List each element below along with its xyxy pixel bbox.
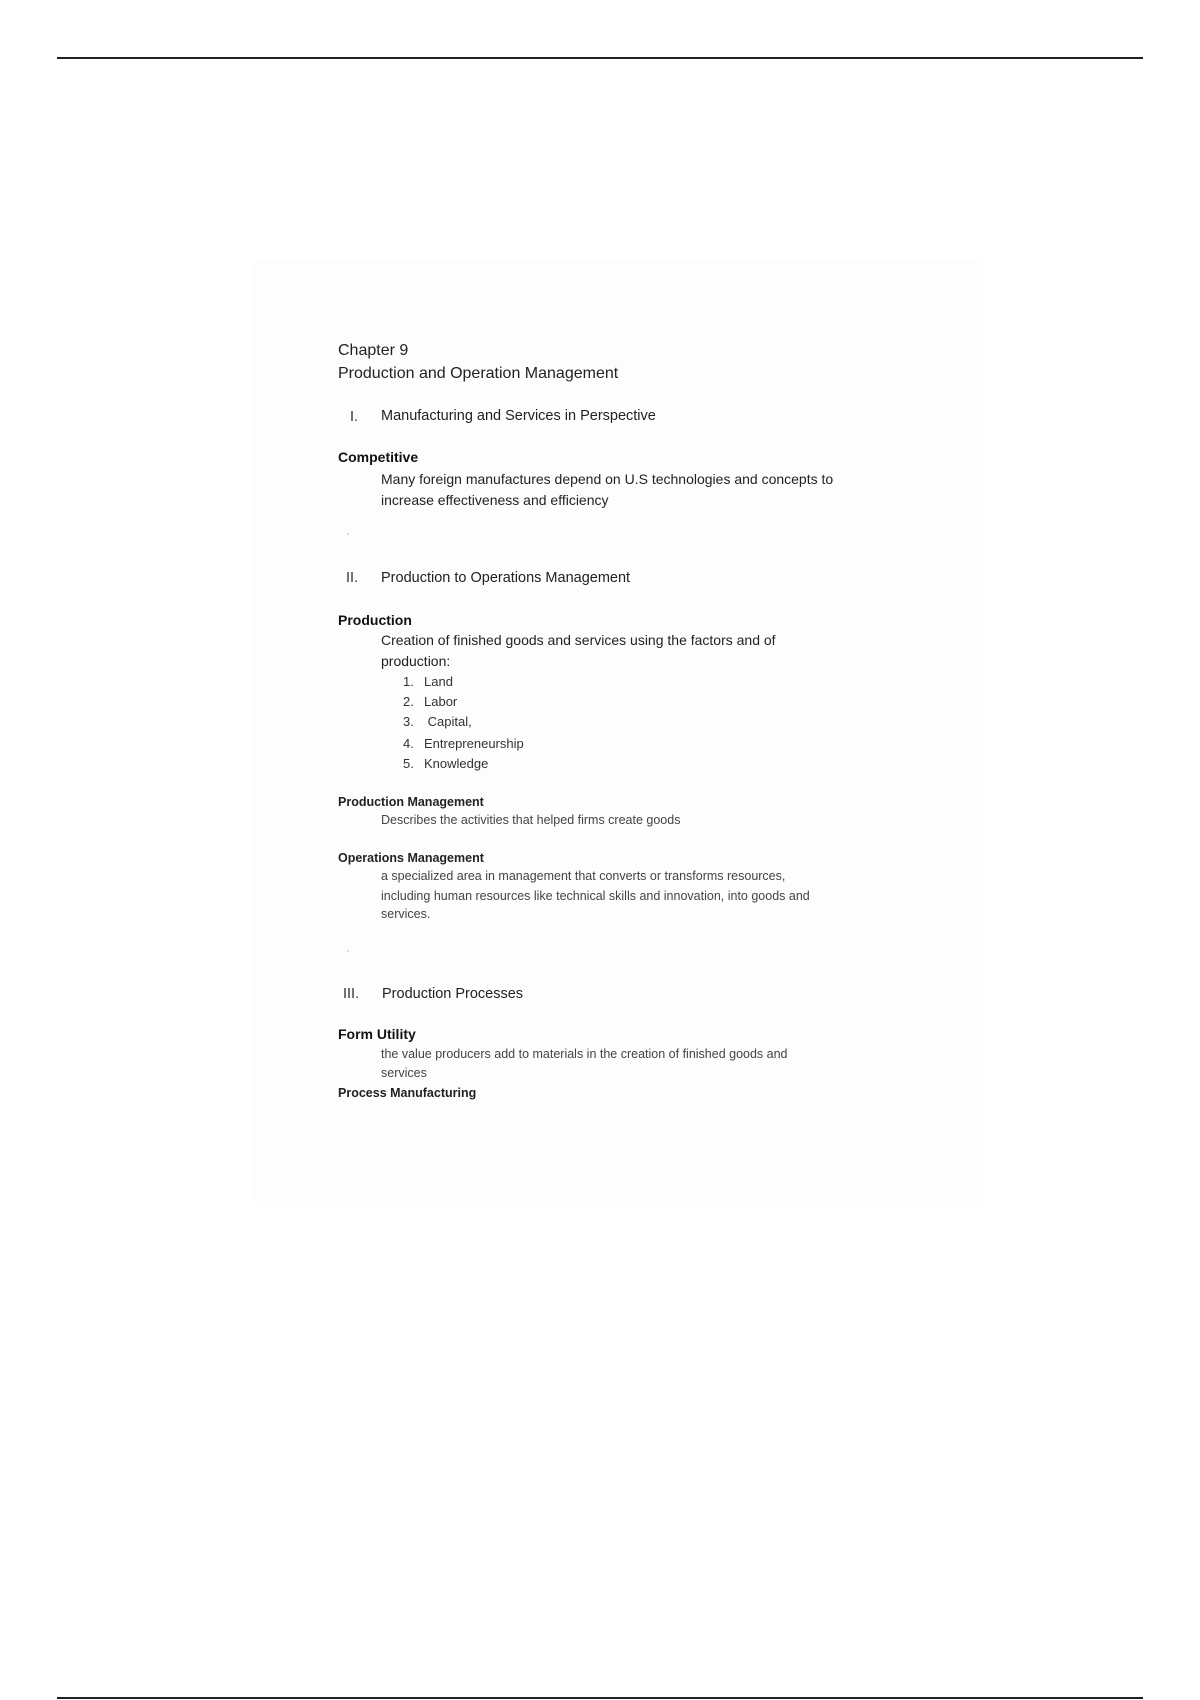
factor-3-number: 3.: [403, 714, 414, 729]
production-definition-line-2: production:: [381, 653, 451, 669]
factor-2-number: 2.: [403, 694, 414, 709]
bottom-rule: [57, 1697, 1143, 1699]
term-process-manufacturing: Process Manufacturing: [338, 1086, 477, 1100]
competitive-definition-line-2: increase effectiveness and efficiency: [381, 492, 609, 508]
operations-management-definition-line-2: including human resources like technical skills and innovation, into goods and: [381, 889, 810, 903]
form-utility-definition-line-2: services: [381, 1066, 427, 1080]
factor-1-number: 1.: [403, 674, 414, 689]
production-definition-line-1: Creation of finished goods and services using the factors and of: [381, 632, 776, 648]
scan-speck: [347, 533, 349, 535]
term-production-management: Production Management: [338, 795, 484, 809]
chapter-title: Production and Operation Management: [338, 365, 619, 382]
section-3-heading: Production Processes: [382, 986, 524, 1002]
section-1-numeral: I.: [350, 409, 359, 425]
production-management-definition: Describes the activities that helped firms create goods: [381, 813, 681, 827]
form-utility-definition-line-1: the value producers add to materials in the creation of finished goods and: [381, 1047, 788, 1061]
term-form-utility: Form Utility: [338, 1026, 416, 1042]
scanned-page: [255, 262, 983, 1205]
scan-speck: [347, 950, 349, 952]
chapter-label: Chapter 9: [338, 342, 409, 359]
operations-management-definition-line-1: a specialized area in management that converts or transforms resources,: [381, 869, 786, 883]
competitive-definition-line-1: Many foreign manufactures depend on U.S technologies and concepts to: [381, 471, 834, 487]
factor-5-number: 5.: [403, 756, 414, 771]
section-2-heading: Production to Operations Management: [381, 570, 631, 586]
factor-1-text: Land: [424, 674, 453, 689]
factor-4-number: 4.: [403, 736, 414, 751]
section-1-heading: Manufacturing and Services in Perspective: [381, 408, 656, 424]
factor-4-text: Entrepreneurship: [424, 736, 524, 751]
factor-2-text: Labor: [424, 694, 458, 709]
term-competitive: Competitive: [338, 449, 419, 465]
top-rule: [57, 57, 1143, 59]
term-operations-management: Operations Management: [338, 851, 484, 865]
section-2-numeral: II.: [346, 570, 359, 586]
factor-5-text: Knowledge: [424, 756, 489, 771]
operations-management-definition-line-3: services.: [381, 907, 431, 921]
term-production: Production: [338, 612, 412, 628]
factor-3-text: Capital,: [424, 714, 472, 729]
section-3-numeral: III.: [343, 986, 360, 1002]
